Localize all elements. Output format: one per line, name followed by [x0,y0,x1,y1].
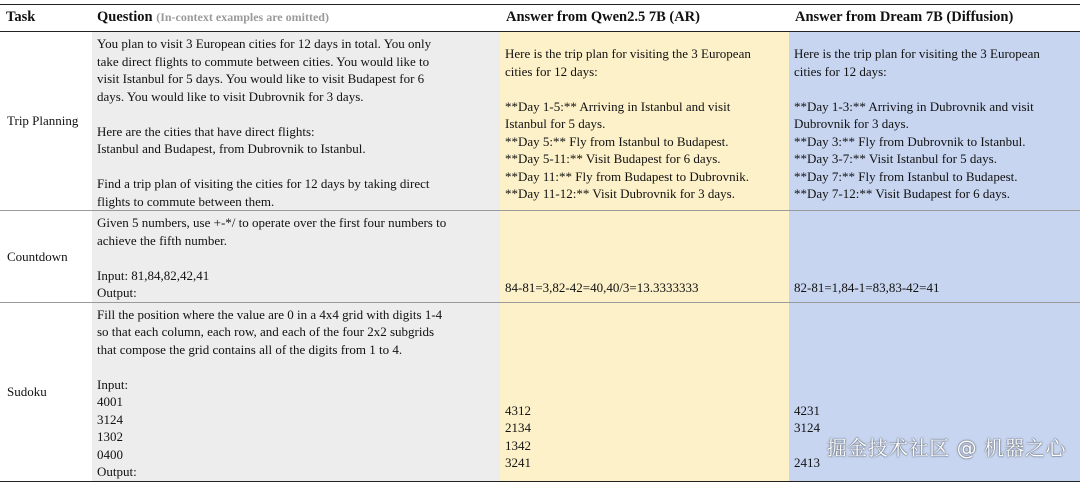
ar-answer-cell [500,211,789,303]
text-line: 3241 [505,455,531,470]
watermark: 掘金技术社区 @ 机器之心 [826,436,1066,460]
text-line: **Day 5:** Fly from Istanbul to Budapest. [505,133,729,149]
diffusion-answer-text [794,32,1075,203]
text-line: 3124 [97,411,123,427]
header-question [92,5,500,32]
text-line: **Day 1-5:** Arriving in Istanbul and visit [505,98,731,114]
text-line: Input: 81,84,82,42,41 [97,267,210,283]
text-line [505,80,784,98]
text-line: **Day 11:** Fly from Budapest to Dubrovnik. [505,168,749,184]
header-diffusion: Answer from Dream 7B (Diffusion) [789,5,1080,32]
header-row [0,5,1080,32]
diffusion-answer-cell [789,32,1080,211]
text-line: 0400 [97,446,123,462]
text-line: **Day 7-12:** Visit Budapest for 6 days. [794,186,1010,201]
text-line: **Day 1-3:** Arriving in Dubrovnik and visit [794,98,1034,114]
question-cell [92,302,500,481]
text-line: 2413 [794,455,820,470]
row-trip-planning [0,32,1080,211]
question-text [97,35,495,210]
text-line: Fill the position where the value are 0 in a 4x4 grid with digits 1-4 [97,306,443,322]
text-line: Istanbul for 5 days. [505,116,606,131]
text-line: 4312 [505,402,531,418]
diffusion-answer-text [794,211,1075,297]
text-line: **Day 5-11:** Visit Budapest for 6 days. [505,151,721,166]
header-question-note: (In-context examples are omitted) [156,10,329,25]
question-text [97,214,495,302]
text-line: days. You would like to visit Dubrovnik for 3 days. [97,88,364,104]
text-line [794,80,1075,98]
header-task: Task [0,5,92,32]
question-cell [92,211,500,303]
header-question-label: Question [97,9,153,26]
text-line [97,158,495,176]
text-line [97,249,495,267]
question-text [97,306,495,481]
text-line: flights to commute between them. [97,193,275,209]
text-line: Here is the trip plan for visiting the 3 European [794,46,1040,61]
text-line: **Day 3-7:** Visit Istanbul for 5 days. [794,151,997,166]
text-line: 1342 [505,437,531,453]
text-line: Input: [97,376,129,392]
text-line: 4231 [794,402,820,418]
ar-answer-text [505,211,784,297]
text-line: so that each column, each row, and each of the four 2x2 subgrids [97,324,435,339]
text-line: 84-81=3,82-42=40,40/3=13.3333333 [505,280,699,295]
text-line: **Day 3:** Fly from Dubrovnik to Istanbul. [794,133,1026,149]
text-line: You plan to visit 3 European cities for 12 days in total. You only [97,36,432,51]
task-cell: Sudoku [0,302,92,481]
ar-answer-text [505,303,784,472]
text-line: Here are the cities that have direct flights: [97,123,315,139]
text-line: Istanbul and Budapest, from Dubrovnik to Istanbul. [97,141,366,156]
ar-answer-cell [500,302,789,481]
text-line: Given 5 numbers, use +-*/ to operate over the first four numbers to [97,215,447,230]
text-line [97,358,495,376]
text-line: cities for 12 days: [794,63,887,79]
row-countdown [0,211,1080,303]
text-line: 4001 [97,394,123,409]
text-line: Find a trip plan of visiting the cities for 12 days by taking direct [97,176,430,191]
task-cell: Trip Planning [0,32,92,211]
ar-answer-cell [500,32,789,211]
text-line [97,105,495,123]
comparison-table [0,4,1080,482]
text-line: achieve the fifth number. [97,232,227,248]
text-line: Here is the trip plan for visiting the 3 European [505,46,751,61]
text-line: visit Istanbul for 5 days. You would like to visit Budapest for 6 [97,71,425,86]
diffusion-answer-cell [789,211,1080,303]
text-line: **Day 7:** Fly from Istanbul to Budapest. [794,168,1018,184]
question-cell [92,32,500,211]
text-line: 82-81=1,84-1=83,83-42=41 [794,280,940,295]
header-ar: Answer from Qwen2.5 7B (AR) [500,5,789,32]
ar-answer-text [505,32,784,203]
text-line: Output: [97,285,137,300]
text-line: that compose the grid contains all of the digits from 1 to 4. [97,341,403,357]
text-line: **Day 11-12:** Visit Dubrovnik for 3 days. [505,186,735,201]
text-line: 1302 [97,429,123,444]
text-line: 3124 [794,420,820,435]
text-line: cities for 12 days: [505,63,598,79]
text-line: 2134 [505,420,531,435]
text-line: Dubrovnik for 3 days. [794,116,909,131]
text-line: take direct flights to commute between cities. You would like to [97,53,430,69]
text-line: Output: [97,464,137,479]
task-cell: Countdown [0,211,92,303]
